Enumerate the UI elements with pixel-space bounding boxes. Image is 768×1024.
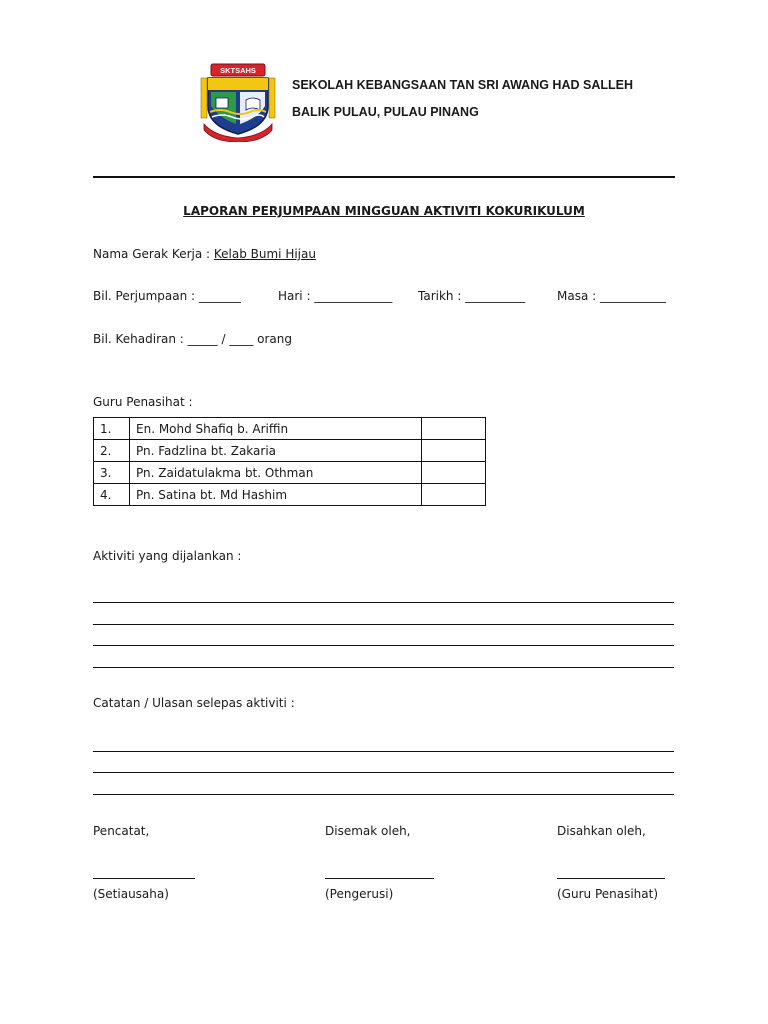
aktiviti-line xyxy=(93,667,674,668)
crest-banner-text: SKTSAHS xyxy=(220,66,256,75)
row-number: 3. xyxy=(94,462,130,484)
signature-heading-pencatat: Pencatat, xyxy=(93,824,150,838)
nama-gerak-kerja xyxy=(93,247,316,261)
signature-heading-disahkan: Disahkan oleh, xyxy=(557,824,646,838)
table-row xyxy=(94,462,486,484)
signature-cell xyxy=(422,462,486,484)
document-title: LAPORAN PERJUMPAAN MINGGUAN AKTIVITI KOKURIKULUM xyxy=(183,204,585,218)
signature-line xyxy=(325,878,434,879)
aktiviti-line xyxy=(93,602,674,603)
teacher-name: Pn. Satina bt. Md Hashim xyxy=(130,484,422,506)
signature-role-setiausaha: (Setiausaha) xyxy=(93,887,169,901)
school-crest-logo xyxy=(200,62,276,142)
signature-heading-disemak: Disemak oleh, xyxy=(325,824,411,838)
aktiviti-line xyxy=(93,624,674,625)
tarikh-field: Tarikh : __________ xyxy=(418,289,526,303)
catatan-line xyxy=(93,794,674,795)
signature-cell xyxy=(422,484,486,506)
signature-cell xyxy=(422,418,486,440)
row-number: 2. xyxy=(94,440,130,462)
catatan-line xyxy=(93,772,674,773)
nama-gerak-kerja-label: Nama Gerak Kerja : xyxy=(93,247,214,261)
nama-gerak-kerja-value: Kelab Bumi Hijau xyxy=(213,247,316,261)
hari-field: Hari : _____________ xyxy=(278,289,393,303)
signature-role-pengerusi: (Pengerusi) xyxy=(325,887,394,901)
aktiviti-label: Aktiviti yang dijalankan : xyxy=(93,549,242,563)
signature-role-guru-penasihat: (Guru Penasihat) xyxy=(557,887,659,901)
table-row xyxy=(94,484,486,506)
aktiviti-line xyxy=(93,645,674,646)
catatan-label: Catatan / Ulasan selepas aktiviti : xyxy=(93,696,295,710)
bil-kehadiran-field: Bil. Kehadiran : _____ / ____ orang xyxy=(93,332,292,346)
guru-penasihat-label: Guru Penasihat : xyxy=(93,395,193,409)
signature-line xyxy=(93,878,195,879)
school-name: SEKOLAH KEBANGSAAN TAN SRI AWANG HAD SALLEH xyxy=(292,78,633,92)
teacher-name: En. Mohd Shafiq b. Ariffin xyxy=(130,418,422,440)
table-row xyxy=(94,418,486,440)
teacher-name: Pn. Fadzlina bt. Zakaria xyxy=(130,440,422,462)
table-row xyxy=(94,440,486,462)
bil-perjumpaan-field: Bil. Perjumpaan : _______ xyxy=(93,289,241,303)
guru-penasihat-table xyxy=(93,417,486,506)
row-number: 4. xyxy=(94,484,130,506)
header-divider xyxy=(93,176,675,178)
catatan-line xyxy=(93,751,674,752)
masa-field: Masa : ___________ xyxy=(557,289,666,303)
school-location: BALIK PULAU, PULAU PINANG xyxy=(292,105,479,119)
signature-cell xyxy=(422,440,486,462)
row-number: 1. xyxy=(94,418,130,440)
teacher-name: Pn. Zaidatulakma bt. Othman xyxy=(130,462,422,484)
signature-line xyxy=(557,878,665,879)
